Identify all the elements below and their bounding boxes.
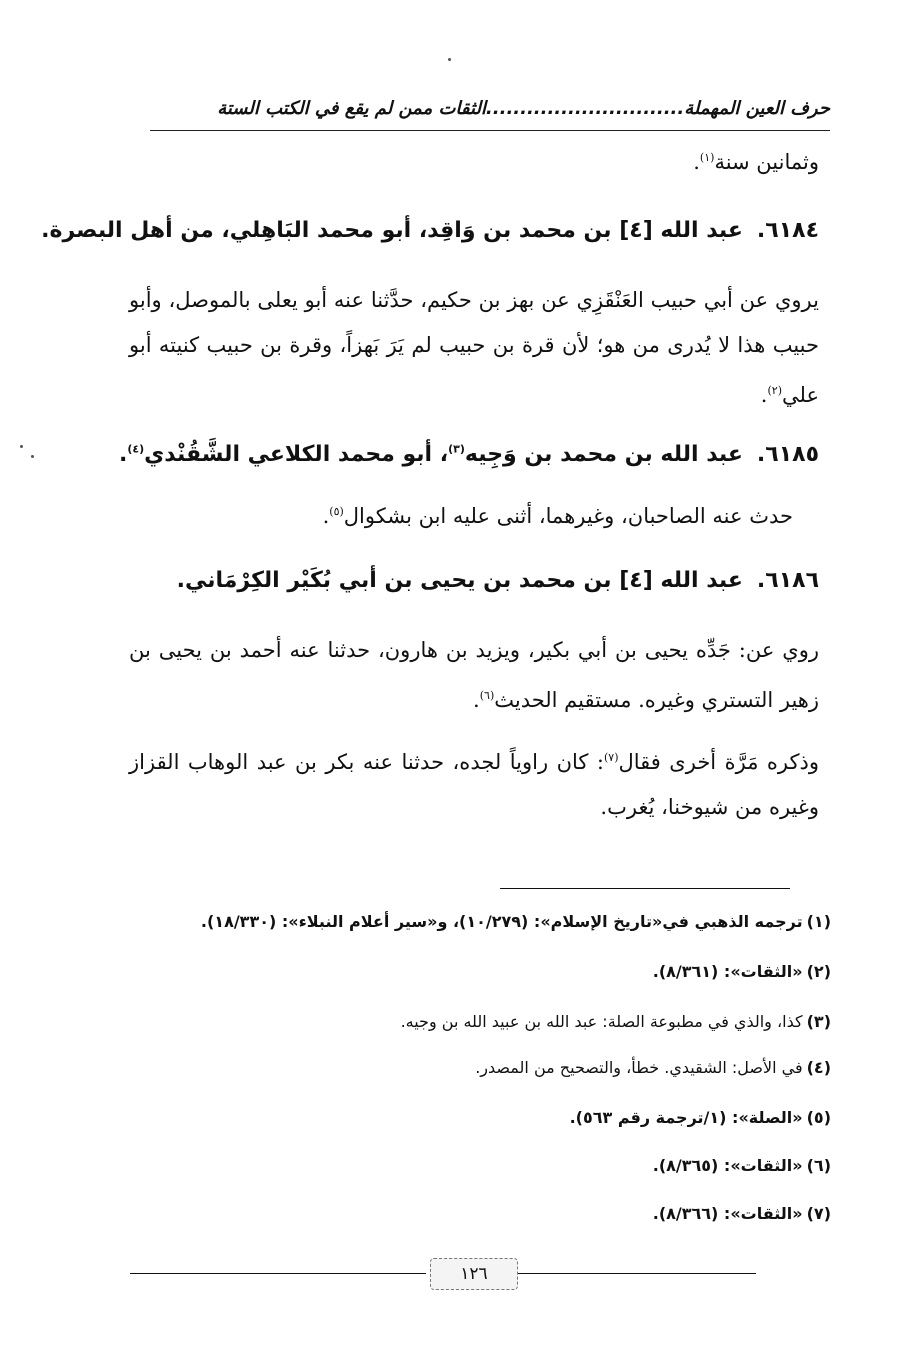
entry-name: عبد الله [٤] بن محمد بن وَاقِد، أبو محمد البَاهِلي، من أهل البصرة. [41,218,743,243]
footnote-ref-1: (١) [699,151,715,164]
footnote-ref-4: (٤) [127,442,145,456]
page-number: ١٢٦ [430,1258,518,1290]
footnote-number: (٧) [806,1204,831,1223]
running-header: حرف العين المهملة.............................الثقات ممن لم يقع في الكتب الستة [217,98,830,119]
footnote-ref-5: (٥) [329,505,344,518]
header-rule [150,130,830,131]
entry-body-end: . [473,688,480,712]
footnote-2 [653,962,831,981]
entry-body-text: روي عن: جَدِّه يحيى بن أبي بكير، ويزيد بن هارون، حدثنا عنه أحمد بن يحيى بن زهير التستري وغيره. مستقيم الحديث [129,638,819,712]
footnote-number: (٤) [806,1058,831,1077]
scan-speck [448,58,451,61]
continuation-line [693,150,819,174]
footnote-rule [500,888,790,889]
footnote-3 [401,1012,831,1031]
footnote-text: في الأصل: الشقيدي. خطأ، والتصحيح من المصدر. [475,1058,803,1077]
footnote-text: كذا، والذي في مطبوعة الصلة: عبد الله بن عبيد الله بن وجيه. [400,1012,803,1031]
entry-body-6185 [323,504,793,528]
entry-body-text: حدث عنه الصاحبان، وغيرهما، أثنى عليه ابن بشكوال [343,504,793,528]
footnote-text: «الصلة»: (١/ترجمة رقم ٥٦٣). [569,1108,803,1127]
entry-number: ٦١٨٥. [756,442,819,467]
entry-body-end: . [760,383,768,407]
entry-heading-6185 [119,442,819,467]
entry-name-part-b: ، أبو محمد الكلاعي الشَّقُنْدي [144,442,449,467]
entry-heading-6186 [177,568,819,593]
footnote-ref-3: (٣) [448,442,465,456]
footnote-1 [201,912,831,931]
footnote-7 [653,1204,831,1223]
footer-rule-left [130,1273,426,1274]
footnote-number: (٥) [806,1108,831,1127]
entry-body-6186-second [129,735,819,830]
entry-body-end: . [322,504,330,528]
entry-body-6184 [129,278,819,418]
continuation-end: . [693,150,700,174]
footnote-text: ترجمه الذهبي في«تاريخ الإسلام»: (١٠/٢٧٩)، و«سير أعلام النبلاء»: (١٨/٣٣٠). [200,912,803,931]
footnote-text: «الثقات»: (٨/٣٦١). [652,962,803,981]
entry-number: ٦١٨٤. [756,218,819,243]
entry-body2-text-b: : كان راوياً لجده، حدثنا عنه بكر بن عبد الوهاب القزاز وغيره من شيوخنا، يُغرب. [129,750,819,819]
scan-speck [31,455,34,458]
footnote-number: (٣) [806,1012,831,1031]
footnote-number: (٢) [806,962,831,981]
footnote-4 [475,1058,831,1077]
footnote-ref-7: (٧) [603,751,619,764]
footnote-number: (١) [806,912,831,931]
entry-name-end: . [118,442,128,467]
entry-body2-text-a: وذكره مَرَّة أخرى فقال [618,750,820,774]
footnote-6 [653,1156,831,1175]
scan-speck [20,445,23,448]
entry-body-6186 [129,628,819,723]
continuation-text: وثمانين سنة [714,150,819,174]
footnote-5 [570,1108,831,1127]
footnote-text: «الثقات»: (٨/٣٦٥). [652,1156,803,1175]
entry-name: عبد الله [٤] بن محمد بن يحيى بن أبي بُكَيْر الكِرْمَاني. [176,568,743,593]
footnote-ref-2: (٢) [767,384,782,397]
footer-rule-right [518,1273,756,1274]
entry-heading-6184 [41,218,819,243]
entry-number: ٦١٨٦. [756,568,819,593]
entry-name-part-a: عبد الله بن محمد بن وَجِيه [464,442,743,467]
footnote-text: «الثقات»: (٨/٣٦٦). [652,1204,803,1223]
entry-body-text: يروي عن أبي حبيب العَنْقَزِي عن بهز بن حكيم، حدَّثنا عنه أبو يعلى بالموصل، وأبو حبيب هذا لا يُدرى من هو؛ لأن قرة بن حبيب لم يَرَ بَهزاً، وقرة بن حبيب كنيته أبو علي [129,288,819,407]
footnote-number: (٦) [806,1156,831,1175]
footnote-ref-6: (٦) [479,689,495,702]
